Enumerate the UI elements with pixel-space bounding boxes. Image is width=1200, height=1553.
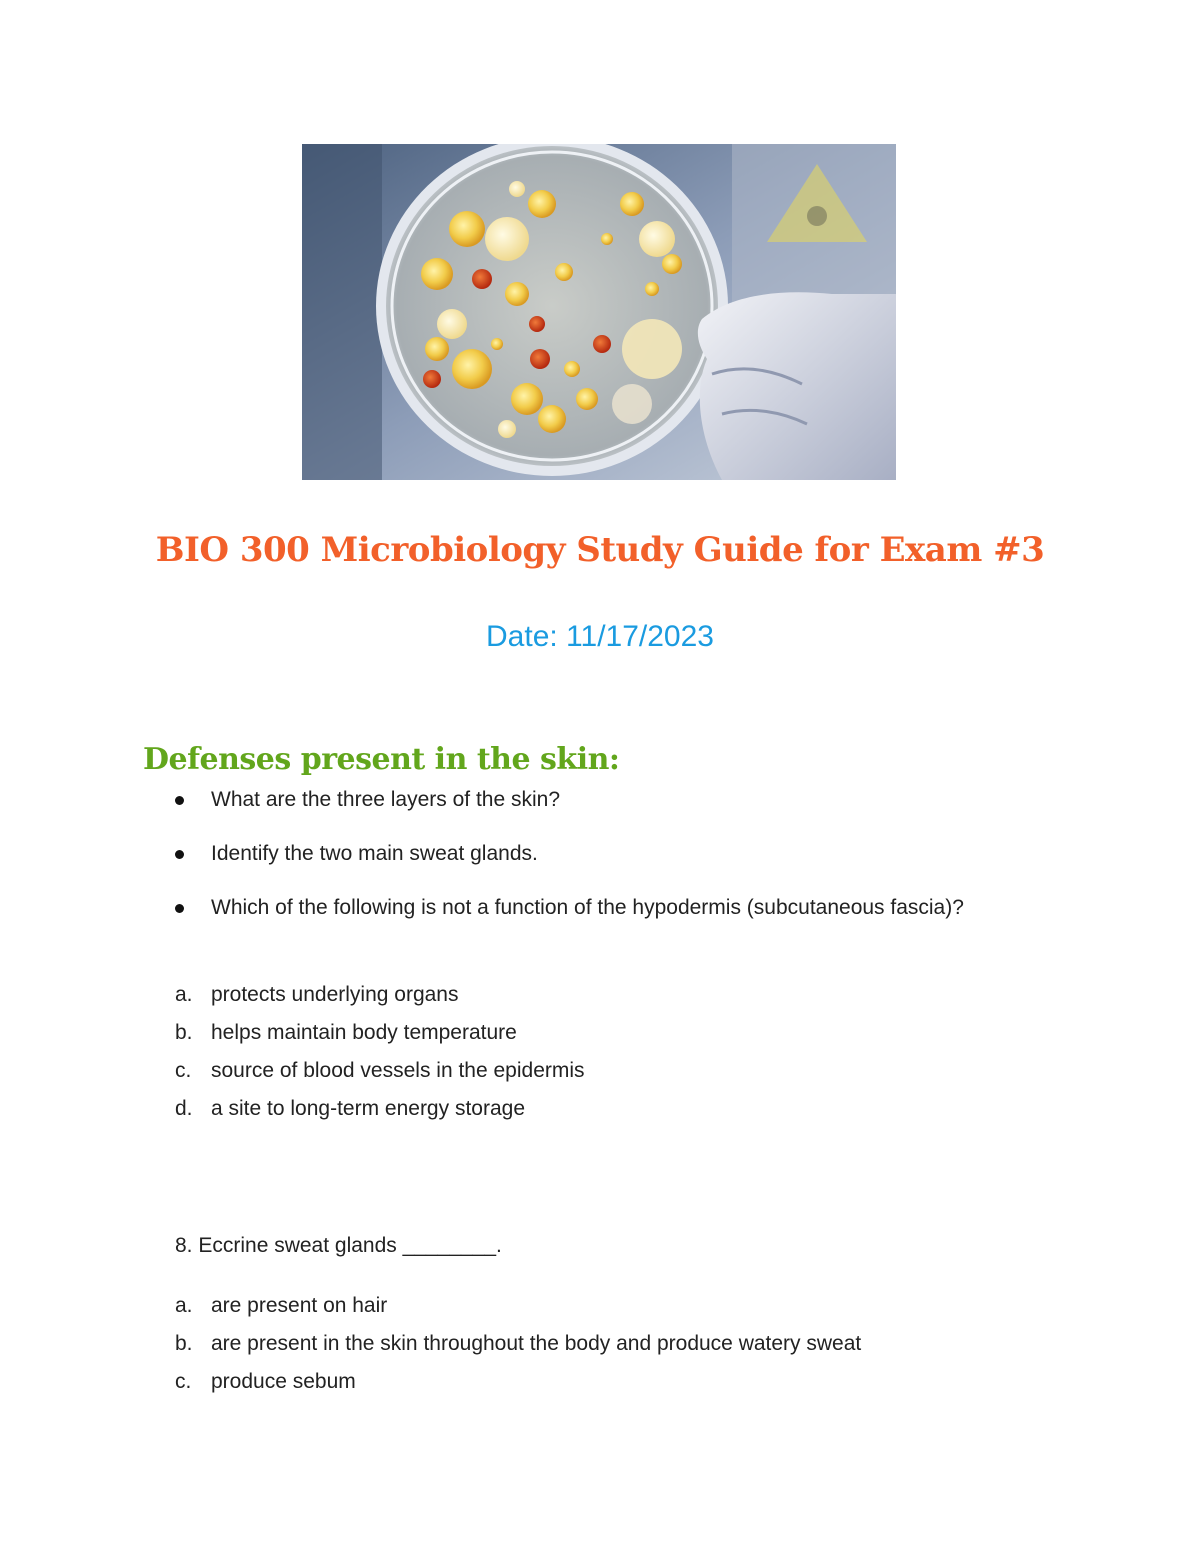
option-letter: c. (175, 1059, 192, 1082)
option-letter: c. (175, 1370, 192, 1393)
option-text: protects underlying organs (211, 983, 459, 1006)
list-item (175, 892, 964, 946)
bullet-text: Identify the two main sweat glands. (211, 842, 538, 865)
document-date: Date: 11/17/2023 (486, 620, 714, 653)
option-letter: a. (175, 1294, 193, 1317)
bullet-icon (175, 904, 184, 913)
option-text: are present on hair (211, 1294, 388, 1317)
answer-options-list (175, 982, 585, 1134)
answer-option (175, 1369, 861, 1407)
answer-option (175, 1293, 861, 1331)
option-letter: a. (175, 983, 193, 1006)
option-text: helps maintain body temperature (211, 1021, 517, 1044)
answer-option (175, 1058, 585, 1096)
option-letter: b. (175, 1332, 193, 1355)
bullet-text: Which of the following is not a function of the hypodermis (subcutaneous fascia)? (211, 896, 964, 919)
list-item (175, 784, 964, 838)
bullet-icon (175, 850, 184, 859)
option-text: are present in the skin throughout the body and produce watery sweat (211, 1332, 862, 1355)
option-text: source of blood vessels in the epidermis (211, 1059, 585, 1082)
document-title: BIO 300 Microbiology Study Guide for Exam #3 (155, 530, 1045, 570)
option-letter: d. (175, 1097, 193, 1120)
question-8-text: 8. Eccrine sweat glands ________. (175, 1234, 502, 1257)
option-text: a site to long-term energy storage (211, 1097, 525, 1120)
bullet-icon (175, 796, 184, 805)
petri-dish-image (302, 144, 896, 480)
question-8-options-list (175, 1293, 861, 1407)
answer-option (175, 982, 585, 1020)
section-heading: Defenses present in the skin: (143, 742, 620, 777)
answer-option (175, 1020, 585, 1058)
answer-option (175, 1331, 861, 1369)
bullet-text: What are the three layers of the skin? (211, 788, 561, 811)
list-item (175, 838, 964, 892)
answer-option (175, 1096, 585, 1134)
option-text: produce sebum (211, 1370, 356, 1393)
bullet-list (175, 784, 964, 946)
option-letter: b. (175, 1021, 193, 1044)
